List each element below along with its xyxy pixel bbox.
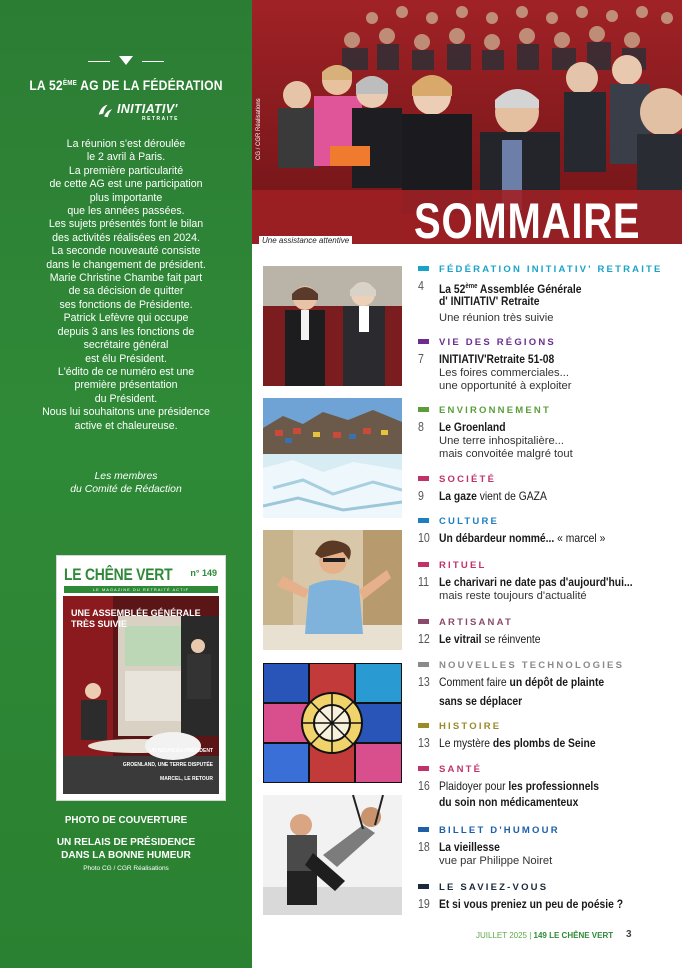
left-column [0, 0, 252, 968]
article-subtitle-line2: une opportunité à exploiter [439, 380, 572, 392]
toc-item-culture[interactable] [418, 516, 673, 550]
article-title: Et si vous preniez un peu de poésie ? [439, 897, 624, 911]
cover-caption-label: PHOTO DE COUVERTURE [64, 815, 188, 826]
article-title: Le charivari ne date pas d'aujourd'hui... [439, 575, 633, 589]
cover-photo-credit: Photo CG / CGR Réalisations [83, 865, 169, 872]
footer-magazine: LE CHÊNE VERT [546, 931, 614, 940]
article-subtitle: vue par Philippe Noiret [439, 855, 553, 867]
category-label: SANTÉ [439, 764, 483, 775]
toc-item-nouvelles-technologies[interactable] [418, 660, 673, 712]
toc-item-histoire[interactable] [418, 721, 673, 755]
page-footer: JUILLET 2025 | 149 LE CHÊNE VERT [476, 931, 614, 940]
category-label: HISTOIRE [439, 721, 502, 732]
article-subtitle: mais reste toujours d'actualité [439, 590, 587, 602]
category-marker [418, 518, 429, 523]
category-marker [418, 766, 429, 771]
category-marker [418, 339, 429, 344]
cover-line-2: GROENLAND, UNE TERRE DISPUTÉE [122, 762, 213, 768]
page-number: 13 [418, 675, 430, 689]
article-subtitle: Les foires commerciales... [439, 367, 569, 379]
article-title-line2: d' INITIATIV' Retraite [439, 294, 540, 308]
category-label: ENVIRONNEMENT [439, 405, 551, 416]
ag-title: LA 52ÈME AG DE LA FÉDÉRATION [29, 78, 223, 93]
cover-line-3: MARCEL, LE RETOUR [160, 776, 213, 782]
category-marker [418, 662, 429, 667]
page-number: 19 [418, 897, 430, 911]
magazine-cover[interactable] [56, 555, 226, 801]
category-label: RITUEL [439, 560, 487, 571]
logo-sub: RETRAITE [142, 116, 179, 122]
category-label: CULTURE [439, 516, 500, 527]
footer-date: JUILLET 2025 [476, 931, 527, 940]
category-label: VIE DES RÉGIONS [439, 337, 556, 348]
article-title: Comment faire un dépôt de plainte [439, 675, 605, 689]
category-label: LE SAVIEZ-VOUS [439, 882, 549, 893]
article-title: Le Groenland [439, 420, 506, 434]
editorial-signature: Les membres du Comité de Rédaction [70, 471, 182, 495]
toc-item-environnement[interactable] [418, 405, 673, 465]
intro-text: La réunion s'est déroulée le 2 avril à Paris. La première particularité de cette AG est une participation plus importante que les années passées. Les sujets présentés font le bilan des activités réalisées en 2024. La seconde nouveauté consiste dans le changement de président. Marie Christine Chambe fait part de sa décision de quitter ses fonctions de Présidente. Patrick Lefèvre qui occupe depuis 3 ans les fonctions de secrétaire général est élu Président. L'édito de ce numéro est une première présentation du Président. Nous lui souhaitons une présidence active et chaleureuse. [42, 138, 210, 432]
article-title: La 52ème Assemblée Générale [439, 282, 582, 296]
category-marker [418, 723, 429, 728]
cover-line-1: UN NOUVEAU PRÉSIDENT [149, 748, 213, 754]
page-number: 9 [418, 489, 424, 503]
article-title: Plaidoyer pour les professionnels [439, 779, 600, 793]
category-marker [418, 884, 429, 889]
article-title: La gaze vient de GAZA [439, 489, 547, 503]
toc-item-regions[interactable] [418, 337, 673, 397]
page-number: 13 [418, 736, 430, 750]
thumb-marcel [263, 530, 402, 650]
category-label: SOCIÉTÉ [439, 474, 497, 485]
category-marker [418, 407, 429, 412]
logo-name: INITIATIV' [117, 102, 178, 116]
article-subtitle-line2: mais convoitée malgré tout [439, 448, 573, 460]
article-title: Le vitrail se réinvente [439, 632, 541, 646]
category-label: BILLET D'HUMOUR [439, 825, 560, 836]
article-title: INITIATIV'Retraite 51-08 [439, 352, 555, 366]
article-title-line2: sans se déplacer [439, 694, 523, 708]
thumb-greenland [263, 398, 402, 518]
article-subtitle: Une réunion très suivie [439, 312, 554, 324]
article-title: Le mystère des plombs de Seine [439, 736, 596, 750]
cover-tagline: LE MAGAZINE DU RETRAITÉ ACTIF [64, 586, 218, 593]
footer-issue: 149 [533, 931, 547, 940]
category-marker [418, 562, 429, 567]
article-subtitle: Une terre inhospitalière... [439, 435, 564, 447]
category-marker [418, 266, 429, 271]
category-label: FÉDÉRATION INITIATIV' RETRAITE [439, 264, 663, 275]
thumb-therapy [263, 795, 402, 915]
initiativ-logo [96, 100, 196, 124]
article-title-line2: du soin non médicamenteux [439, 795, 579, 809]
thumb-vitrail [263, 663, 402, 783]
page-number: 12 [418, 632, 430, 646]
toc-item-rituel[interactable] [418, 560, 673, 606]
category-marker [418, 476, 429, 481]
thumb-ag-presidents [263, 266, 402, 386]
hero-caption: Une assistance attentive [259, 236, 352, 245]
page-number-footer: 3 [626, 929, 632, 940]
hero-photo-credit: CG / CGR Réalisations [256, 98, 262, 160]
cover-headline: UNE ASSEMBLÉE GÉNÉRALE TRÈS SUIVIE [71, 608, 201, 629]
article-title: Un débardeur nommé... « marcel » [439, 531, 606, 545]
page-number: 11 [418, 575, 430, 589]
page-number: 10 [418, 531, 430, 545]
page-number: 18 [418, 840, 430, 854]
category-label: ARTISANAT [439, 617, 513, 628]
page-number: 16 [418, 779, 430, 793]
section-ornament [0, 56, 252, 68]
page-number: 8 [418, 420, 424, 434]
toc-item-federation[interactable] [418, 264, 673, 328]
category-marker [418, 827, 429, 832]
article-title: La vieillesse [439, 840, 500, 854]
page-title: SOMMAIRE [414, 193, 641, 249]
category-marker [418, 619, 429, 624]
toc-item-artisanat[interactable] [418, 617, 673, 651]
category-label: NOUVELLES TECHNOLOGIES [439, 660, 625, 671]
page-number: 7 [418, 352, 424, 366]
cover-caption-title: UN RELAIS DE PRÉSIDENCE DANS LA BONNE HUMEUR [56, 837, 196, 861]
cover-title: LE CHÊNE VERT [64, 565, 173, 584]
page-number: 4 [418, 279, 424, 293]
cover-number: n° 149 [190, 568, 217, 578]
toc-item-sante[interactable] [418, 764, 673, 816]
cover-photo [63, 596, 219, 794]
toc-item-billet-humour[interactable] [418, 825, 673, 871]
toc-item-le-saviez-vous[interactable] [418, 882, 673, 916]
toc-item-societe[interactable] [418, 474, 673, 508]
initiativ-logo-icon [96, 102, 114, 120]
